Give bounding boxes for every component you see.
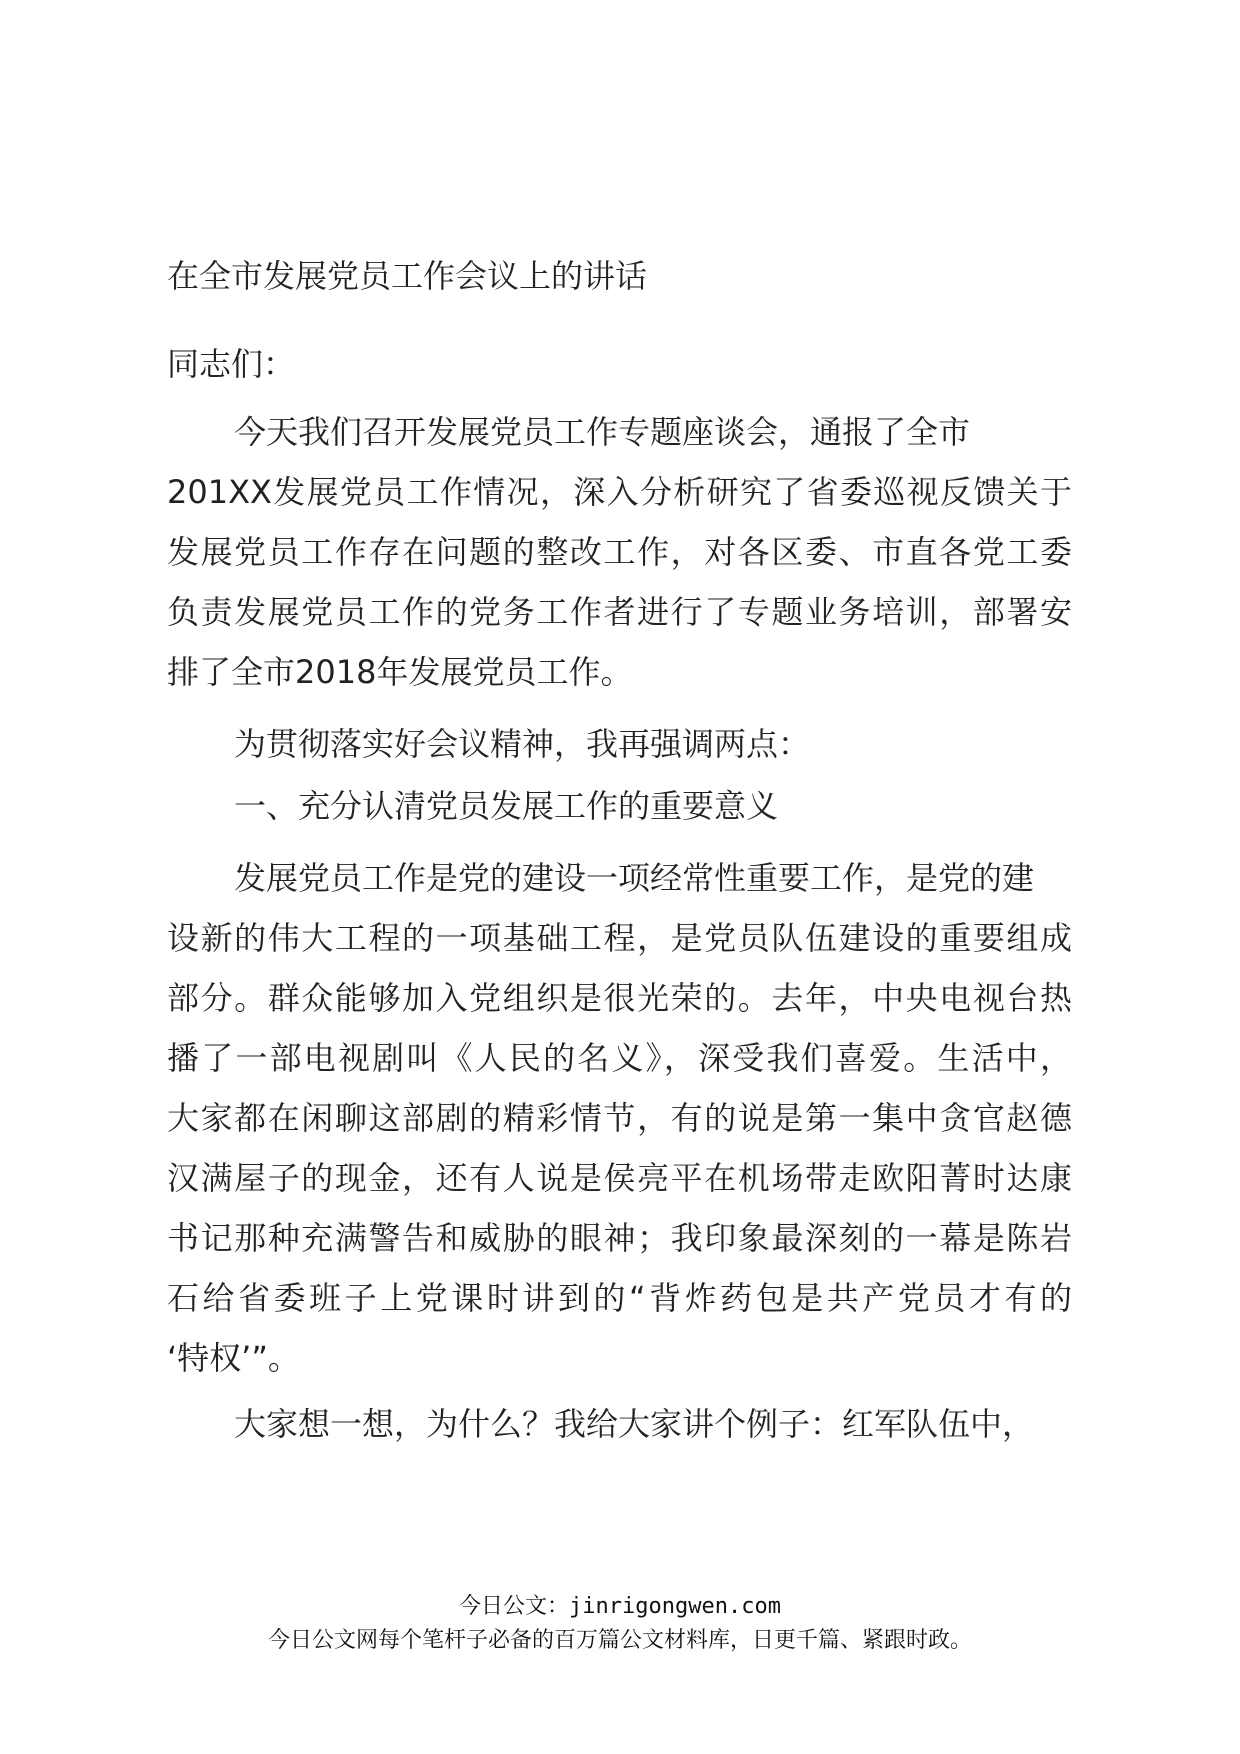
paragraph-line: 为贯彻落实好会议精神，我再强调两点： bbox=[234, 725, 811, 763]
paragraph-line: 发展党员工作是党的建设一项经常性重要工作，是党的建 bbox=[234, 859, 1035, 897]
paragraph-line: 大家想一想，为什么？我给大家讲个例子：红军队伍中， bbox=[234, 1405, 1035, 1443]
paragraph-line: 石给省委班子上党课时讲到的“背炸药包是共产党员才有的 bbox=[167, 1279, 1072, 1317]
paragraph-line: 设新的伟大工程的一项基础工程，是党员队伍建设的重要组成 bbox=[167, 919, 1072, 957]
paragraph-line: ‘特权’”。 bbox=[167, 1339, 300, 1377]
footer-site-label: 今日公文： bbox=[459, 1594, 570, 1619]
paragraph-line: 201XX发展党员工作情况，深入分析研究了省委巡视反馈关于 bbox=[167, 473, 1072, 511]
paragraph-line: 书记那种充满警告和威胁的眼神；我印象最深刻的一幕是陈岩 bbox=[167, 1219, 1072, 1257]
paragraph-line: 汉满屋子的现金，还有人说是侯亮平在机场带走欧阳菁时达康 bbox=[167, 1159, 1072, 1197]
footer-slogan: 今日公文网每个笔杆子必备的百万篇公文材料库，日更千篇、紧跟时政。 bbox=[267, 1628, 972, 1653]
document-title: 在全市发展党员工作会议上的讲话 bbox=[167, 257, 648, 295]
paragraph-line: 大家都在闲聊这部剧的精彩情节，有的说是第一集中贪官赵德 bbox=[167, 1099, 1072, 1137]
footer-site-url[interactable]: jinrigongwen.com bbox=[569, 1594, 781, 1619]
section-heading: 一、充分认清党员发展工作的重要意义 bbox=[234, 787, 779, 825]
paragraph-line: 排了全市2018年发展党员工作。 bbox=[167, 653, 633, 691]
paragraph-line: 今天我们召开发展党员工作专题座谈会，通报了全市 bbox=[234, 413, 971, 451]
paragraph-line: 部分。群众能够加入党组织是很光荣的。去年，中央电视台热 bbox=[167, 979, 1072, 1017]
paragraph-line: 发展党员工作存在问题的整改工作，对各区委、市直各党工委 bbox=[167, 533, 1072, 571]
paragraph-line: 负责发展党员工作的党务工作者进行了专题业务培训，部署安 bbox=[167, 593, 1072, 631]
paragraph-line: 播了一部电视剧叫《人民的名义》，深受我们喜爱。生活中， bbox=[167, 1039, 1072, 1077]
salutation: 同志们： bbox=[167, 345, 296, 383]
footer-site bbox=[0, 1592, 1240, 1622]
